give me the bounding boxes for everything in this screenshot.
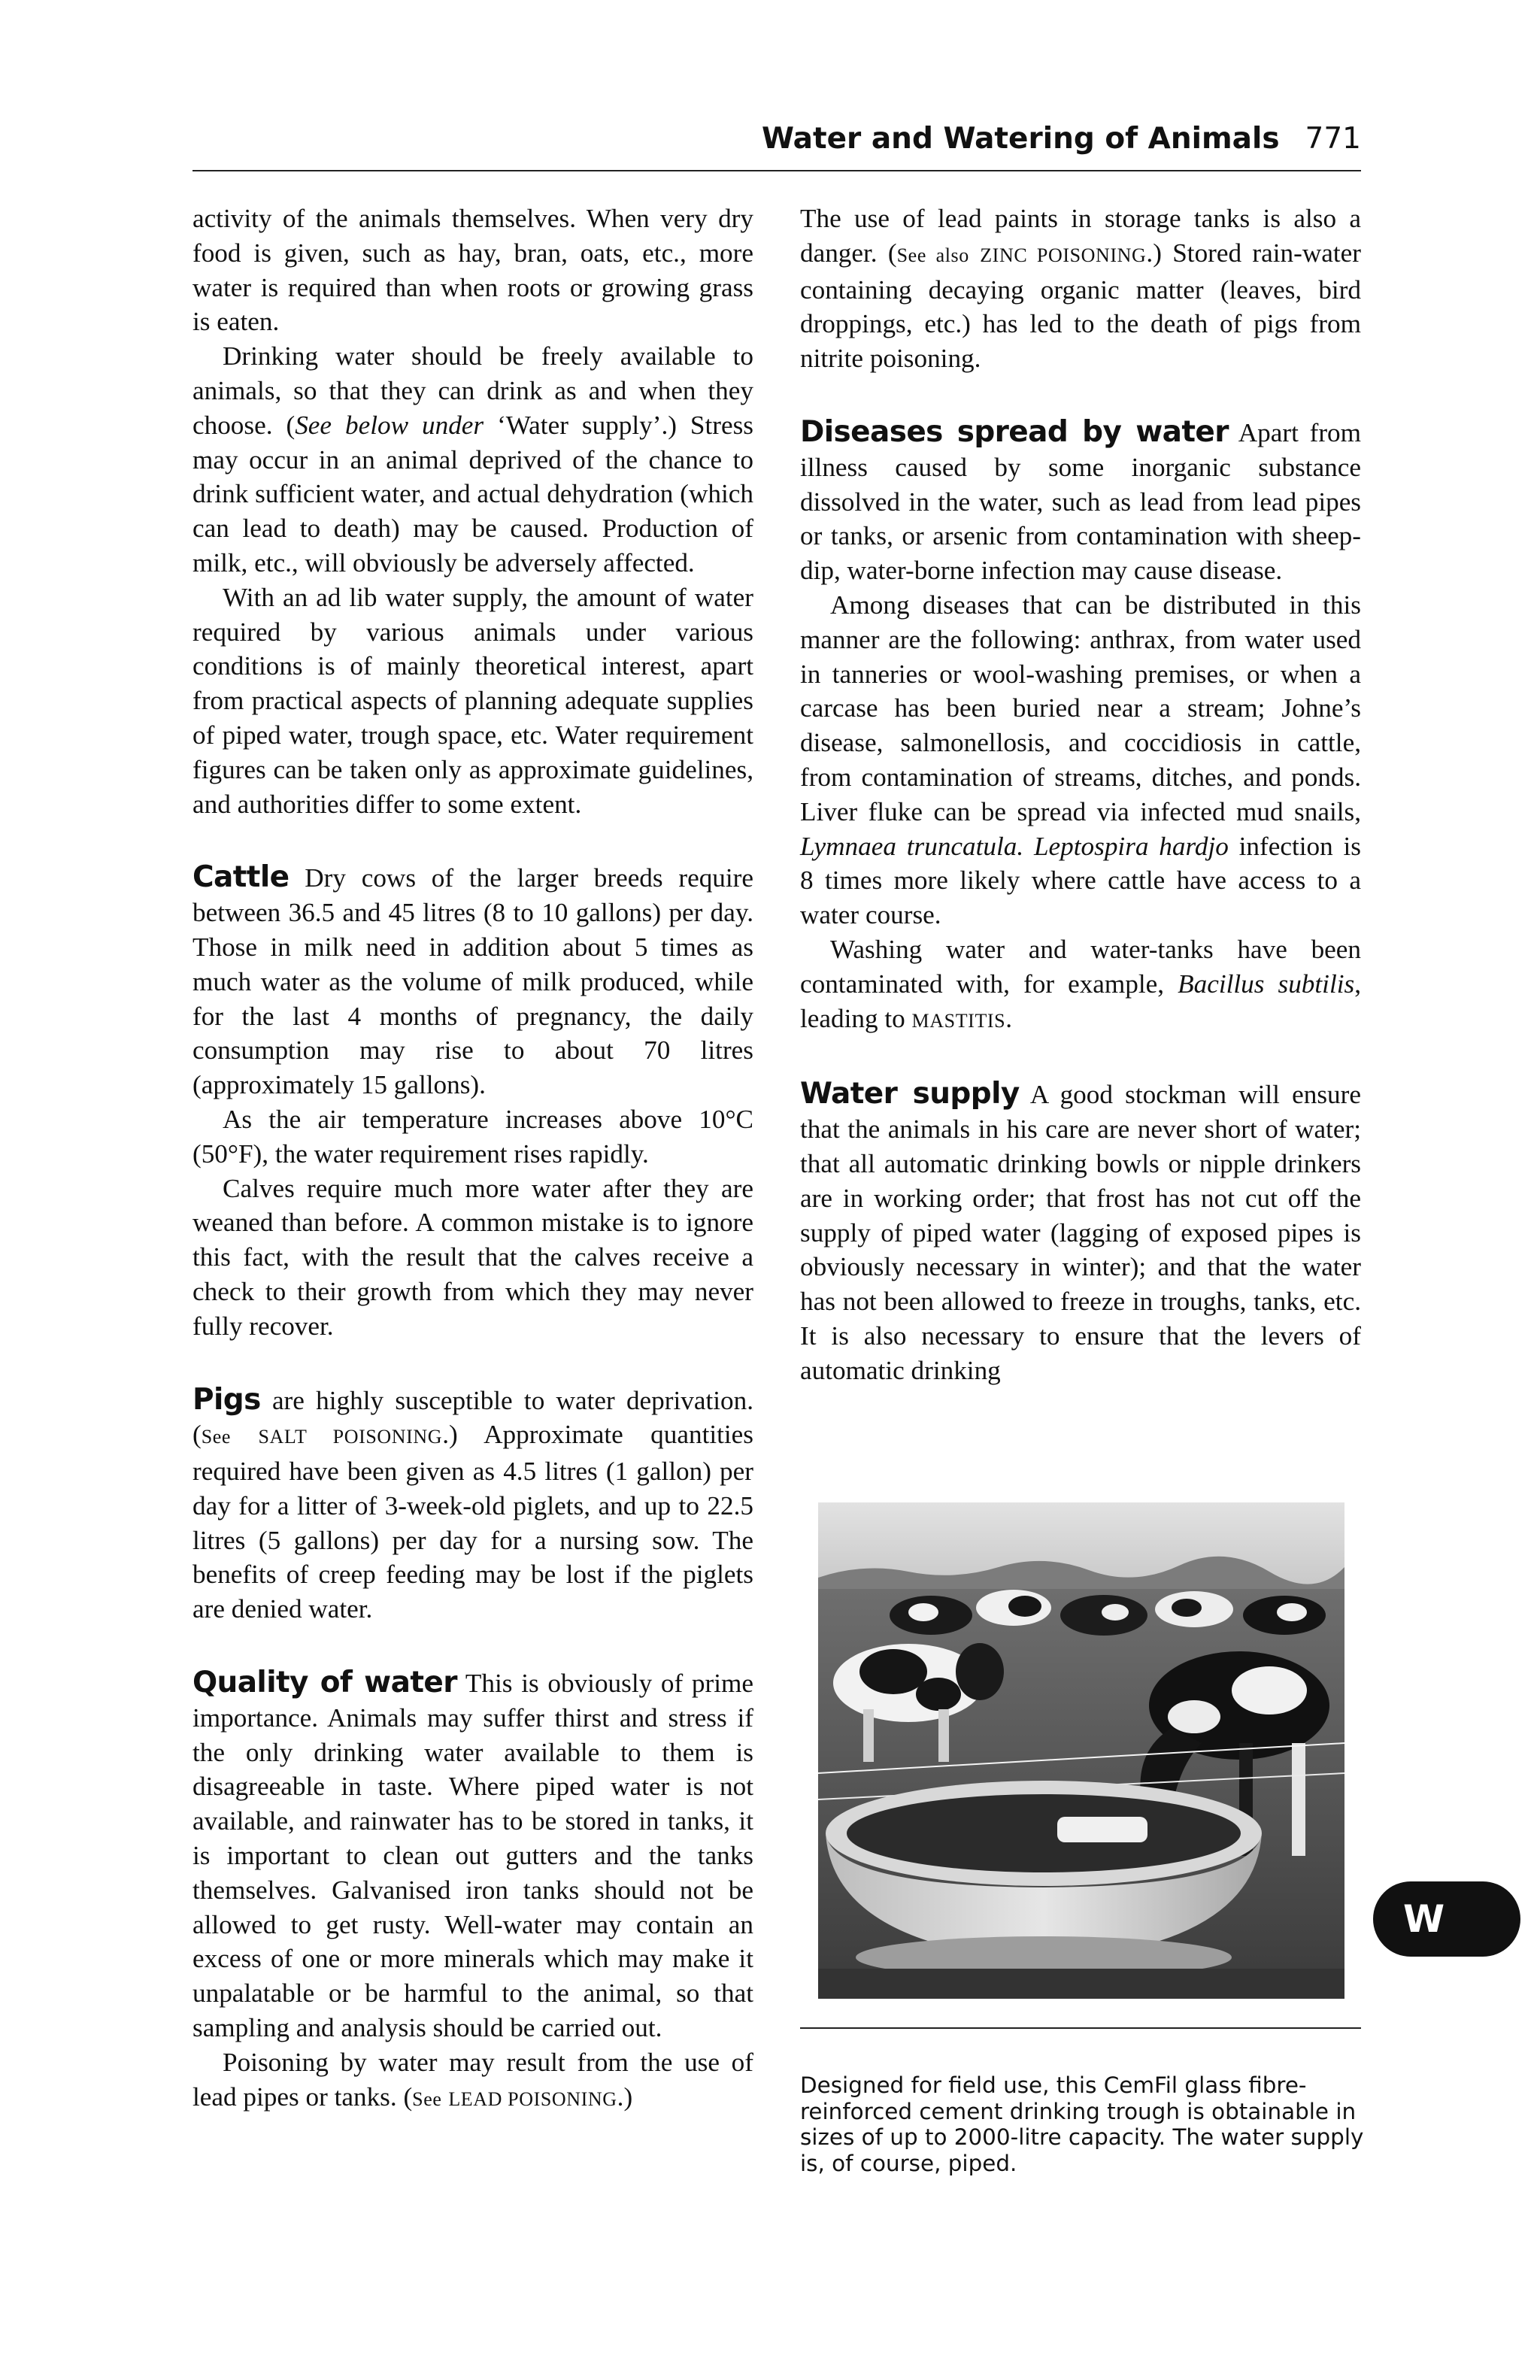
paragraph-text: .) [617, 2081, 633, 2112]
alphabet-thumb-tab: W [1373, 1881, 1520, 1957]
species-name: Leptospira hardjo [1033, 831, 1229, 861]
species-name: Bacillus subtilis [1178, 969, 1355, 999]
page-number: 771 [1305, 122, 1361, 156]
paragraph-text: Among diseases that can be distributed in this manner are the following: anthrax, from water used in tanneries or wool-washing premises, or when a carcase has been buried near a stream; Johne’s disease, salmonellosis, and coccidiosis in cattle, from contamination of streams, ditches, and ponds. Liver fluke can be spread via infected mud snails, [800, 590, 1361, 826]
paragraph [192, 1102, 753, 1172]
paragraph [192, 339, 753, 581]
cross-reference: MASTITIS [911, 1009, 1006, 1032]
paragraph-text: activity of the animals themselves. When very dry food is given, such as hay, bran, oats, etc., more water is required than when roots or growing grass is eaten. [192, 204, 753, 337]
header-rule [192, 170, 1361, 171]
section-diseases-spread-by-water [800, 415, 1361, 588]
cross-reference: SALT POISONING [258, 1426, 443, 1448]
paragraph-text: .) Stored rain-water containing decaying organic matter (leaves, bird droppings, etc.) has led to the death of pigs from nitrite poisoning. [800, 238, 1361, 374]
section-water-supply [800, 1077, 1361, 1387]
section-heading: Water supply [800, 1077, 1020, 1111]
section-pigs [192, 1383, 753, 1627]
paragraph-text: ‘Water supply’.) Stress may occur in an animal deprived of the chance to drink sufficient water, and actual dehydration (which can lead to death) may be caused. Production of milk, etc., will obviously be adversely affected. [192, 410, 753, 578]
paragraph [800, 202, 1361, 376]
paragraph-text: With an ad lib water supply, the amount of water required by various animals under various conditions is of mainly theoretical interest, apart from practical aspects of planning adequate supplies of piped water, trough space, etc. Water requirement figures can be taken only as approximate guidelines, and authorities differ to some extent. [192, 582, 753, 819]
paragraph-text: This is obviously of prime importance. Animals may suffer thirst and stress if the only drinking water available to them is disagreeable in taste. Where piped water is not available, and rainwater has to be stored in tanks, it is important to clean out gutters and the tanks themselves. Galvanised iron tanks should not be allowed to get rusty. Well-water may contain an excess of one or more minerals which may make it unpalatable or be harmful to the animal, so that sampling and analysis should be carried out. [192, 1669, 753, 2043]
paragraph-text: Calves require much more water after they are weaned than before. A common mistake is to ignore this fact, with the result that the calves receive a check to their growth from which they may never fully recover. [192, 1173, 753, 1341]
paragraph-text: As the air temperature increases above 10°C (50°F), the water requirement rises rapidly. [192, 1104, 753, 1169]
paragraph-text: Dry cows of the larger breeds require between 36.5 and 45 litres (8 to 10 gallons) per day. Those in milk need in addition about 5 times as much water as the volume of milk produced, while for the last 4 months of pregnancy, the daily consumption may rise to about 70 litres (approximately 15 gallons). [192, 863, 753, 1100]
paragraph [800, 588, 1361, 932]
paragraph [192, 1172, 753, 1344]
cross-reference: LEAD POISONING [448, 2087, 617, 2110]
paragraph [192, 581, 753, 822]
see-label: See [201, 1426, 232, 1448]
paragraph-text: The use of lead paints in storage tanks is also a danger. ( [800, 204, 1361, 268]
paragraph-text: Apart from illness caused by some inorganic substance dissolved in the water, such as lead from lead pipes or tanks, or arsenic from contamination with sheep-dip, water-borne infection may cause disease. [800, 417, 1362, 586]
paragraph-text: Drinking water should be freely available to animals, so that they can drink as and when they choose. ( [192, 341, 753, 440]
cross-reference: See below under [295, 410, 484, 440]
cattle-trough-illustration [818, 1502, 1344, 1999]
drinking-trough [826, 1781, 1262, 1978]
paragraph [192, 2045, 753, 2117]
paragraph-text [1023, 832, 1034, 861]
section-heading: Pigs [192, 1382, 261, 1417]
paragraph-text: , leading to [800, 969, 1361, 1033]
section-heading: Cattle [192, 860, 290, 895]
paragraph [192, 202, 753, 339]
cross-reference: ZINC POISONING [980, 244, 1147, 266]
see-label: See [412, 2087, 442, 2110]
section-cattle [192, 860, 753, 1102]
paragraph-text: Washing water and water-tanks have been contaminated with, for example, [800, 934, 1361, 999]
figure-caption: Designed for field use, this CemFil glass fibre-reinforced cement drinking trough is obtainable in sizes of up to 2000-litre capacity. The water supply is, of course, piped. [800, 2072, 1364, 2176]
see-label: See also [896, 244, 969, 266]
running-header [192, 120, 1361, 158]
cattle-trough-photo [818, 1502, 1344, 1999]
paragraph-text: A good stockman will ensure that the animals in his care are never short of water; that all automatic drinking bowls or nipple drinkers are in working order; that frost has not cut off the supply of piped water (lagging of exposed pipes is obviously necessary in winter); and that the water has not been allowed to freeze in troughs, tanks, etc. It is also necessary to ensure that the levers of automatic drinking [800, 1080, 1361, 1385]
foreground-grass [818, 1969, 1344, 1999]
section-heading: Diseases spread by water [800, 414, 1229, 449]
right-column [800, 202, 1361, 1388]
paragraph-text: . [1005, 1003, 1013, 1033]
paragraph [800, 932, 1361, 1038]
paragraph-text: .) Approximate quantities required have been given as 4.5 litres (1 gallon) per day for a litter of 3-week-old piglets, and up to 22.5 litres (5 gallons) per day for a nursing sow. The benefits of creep feeding may be lost if the piglets are denied water. [192, 1420, 753, 1624]
paragraph-text: are highly susceptible to water deprivation. ( [192, 1385, 753, 1450]
section-quality-of-water [192, 1666, 753, 2045]
section-heading: Quality of water [192, 1666, 457, 1700]
running-title: Water and Watering of Animals [762, 122, 1280, 156]
paragraph-text: Poisoning by water may result from the use of lead pipes or tanks. ( [192, 2047, 753, 2112]
species-name: Lymnaea truncatula. [800, 831, 1024, 861]
paragraph-text: infection is 8 times more likely where cattle have access to a water course. [800, 831, 1361, 930]
caption-rule [800, 2027, 1361, 2029]
left-column [192, 202, 753, 2116]
